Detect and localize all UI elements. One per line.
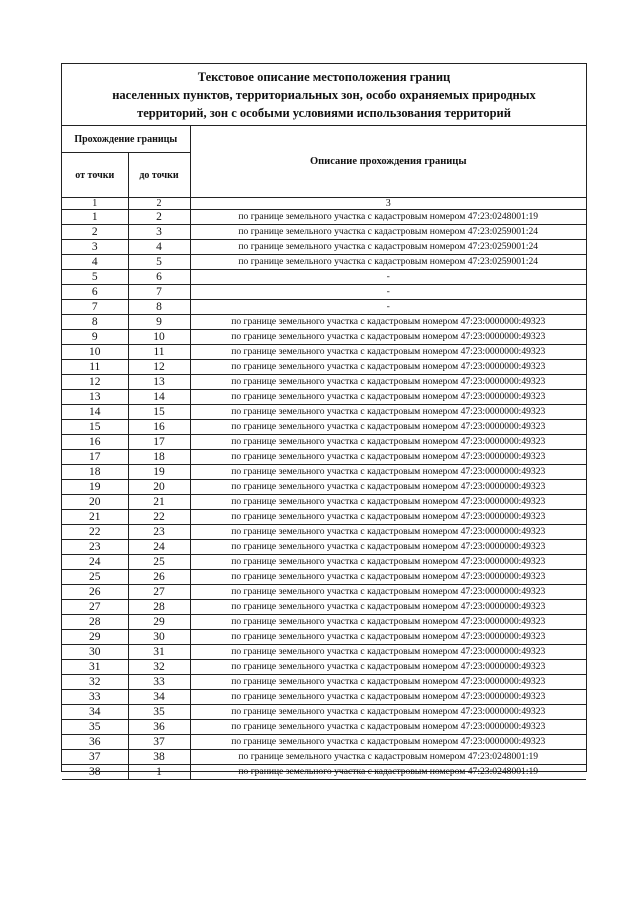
to-point-cell: 24	[128, 540, 190, 555]
from-point-cell: 31	[62, 660, 128, 675]
description-cell: по границе земельного участка с кадастровым номером 47:23:0000000:49323	[190, 450, 586, 465]
from-point-cell: 28	[62, 615, 128, 630]
description-cell: по границе земельного участка с кадастровым номером 47:23:0000000:49323	[190, 345, 586, 360]
from-point-cell: 21	[62, 510, 128, 525]
table-row	[62, 585, 586, 600]
description-cell: по границе земельного участка с кадастровым номером 47:23:0000000:49323	[190, 615, 586, 630]
table-row	[62, 465, 586, 480]
table-row	[62, 765, 586, 780]
description-cell: по границе земельного участка с кадастровым номером 47:23:0000000:49323	[190, 675, 586, 690]
to-point-cell: 27	[128, 585, 190, 600]
to-point-cell: 29	[128, 615, 190, 630]
from-point-cell: 18	[62, 465, 128, 480]
to-point-cell: 10	[128, 330, 190, 345]
table-row	[62, 525, 586, 540]
table-row	[62, 495, 586, 510]
table-row	[62, 615, 586, 630]
table-row	[62, 300, 586, 315]
to-point-cell: 25	[128, 555, 190, 570]
to-point-cell: 11	[128, 345, 190, 360]
title-line-1: Текстовое описание местоположения границ	[197, 69, 451, 84]
description-cell: по границе земельного участка с кадастровым номером 47:23:0259001:24	[190, 240, 586, 255]
to-point-cell: 8	[128, 300, 190, 315]
from-point-cell: 33	[62, 690, 128, 705]
to-point-cell: 38	[128, 750, 190, 765]
description-cell: по границе земельного участка с кадастровым номером 47:23:0000000:49323	[190, 360, 586, 375]
to-point-cell: 35	[128, 705, 190, 720]
table-row	[62, 690, 586, 705]
to-point-cell: 34	[128, 690, 190, 705]
description-cell: по границе земельного участка с кадастровым номером 47:23:0000000:49323	[190, 420, 586, 435]
to-point-cell: 15	[128, 405, 190, 420]
header-to-point: до точки	[128, 153, 190, 198]
from-point-cell: 22	[62, 525, 128, 540]
to-point-cell: 18	[128, 450, 190, 465]
table-row	[62, 630, 586, 645]
description-cell: по границе земельного участка с кадастровым номером 47:23:0259001:24	[190, 255, 586, 270]
table-row	[62, 735, 586, 750]
boundary-table	[62, 126, 586, 780]
to-point-cell: 23	[128, 525, 190, 540]
from-point-cell: 15	[62, 420, 128, 435]
description-cell: по границе земельного участка с кадастровым номером 47:23:0000000:49323	[190, 705, 586, 720]
document-title	[62, 64, 586, 126]
table-row	[62, 660, 586, 675]
to-point-cell: 9	[128, 315, 190, 330]
from-point-cell: 36	[62, 735, 128, 750]
description-cell: по границе земельного участка с кадастровым номером 47:23:0000000:49323	[190, 480, 586, 495]
description-cell: по границе земельного участка с кадастровым номером 47:23:0000000:49323	[190, 375, 586, 390]
table-row	[62, 270, 586, 285]
title-line-2: населенных пунктов, территориальных зон, особо охраняемых природных	[112, 87, 536, 102]
from-point-cell: 11	[62, 360, 128, 375]
table-body	[62, 210, 586, 780]
from-point-cell: 17	[62, 450, 128, 465]
to-point-cell: 2	[128, 210, 190, 225]
table-row	[62, 570, 586, 585]
table-row	[62, 600, 586, 615]
from-point-cell: 7	[62, 300, 128, 315]
description-cell: по границе земельного участка с кадастровым номером 47:23:0000000:49323	[190, 570, 586, 585]
table-row	[62, 540, 586, 555]
from-point-cell: 6	[62, 285, 128, 300]
column-number-row	[62, 198, 586, 210]
from-point-cell: 12	[62, 375, 128, 390]
from-point-cell: 10	[62, 345, 128, 360]
from-point-cell: 5	[62, 270, 128, 285]
table-row	[62, 555, 586, 570]
from-point-cell: 37	[62, 750, 128, 765]
table-row	[62, 240, 586, 255]
table-row	[62, 225, 586, 240]
to-point-cell: 16	[128, 420, 190, 435]
table-row	[62, 705, 586, 720]
to-point-cell: 20	[128, 480, 190, 495]
table-row	[62, 435, 586, 450]
from-point-cell: 24	[62, 555, 128, 570]
to-point-cell: 3	[128, 225, 190, 240]
to-point-cell: 4	[128, 240, 190, 255]
description-cell: по границе земельного участка с кадастровым номером 47:23:0000000:49323	[190, 585, 586, 600]
from-point-cell: 19	[62, 480, 128, 495]
from-point-cell: 34	[62, 705, 128, 720]
to-point-cell: 14	[128, 390, 190, 405]
description-cell: -	[190, 270, 586, 285]
to-point-cell: 19	[128, 465, 190, 480]
to-point-cell: 26	[128, 570, 190, 585]
table-row	[62, 405, 586, 420]
from-point-cell: 14	[62, 405, 128, 420]
from-point-cell: 29	[62, 630, 128, 645]
description-cell: по границе земельного участка с кадастровым номером 47:23:0000000:49323	[190, 735, 586, 750]
to-point-cell: 28	[128, 600, 190, 615]
description-cell: по границе земельного участка с кадастровым номером 47:23:0000000:49323	[190, 510, 586, 525]
table-row	[62, 390, 586, 405]
table-row	[62, 345, 586, 360]
to-point-cell: 5	[128, 255, 190, 270]
header-description: Описание прохождения границы	[190, 126, 586, 198]
from-point-cell: 8	[62, 315, 128, 330]
from-point-cell: 3	[62, 240, 128, 255]
description-cell: по границе земельного участка с кадастровым номером 47:23:0000000:49323	[190, 600, 586, 615]
description-cell: по границе земельного участка с кадастровым номером 47:23:0000000:49323	[190, 465, 586, 480]
title-line-3: территорий, зон с особыми условиями использования территорий	[137, 105, 511, 120]
document-frame	[61, 63, 587, 778]
description-cell: по границе земельного участка с кадастровым номером 47:23:0248001:19	[190, 765, 586, 780]
table-row	[62, 255, 586, 270]
to-point-cell: 7	[128, 285, 190, 300]
from-point-cell: 1	[62, 210, 128, 225]
description-cell: по границе земельного участка с кадастровым номером 47:23:0248001:19	[190, 750, 586, 765]
description-cell: по границе земельного участка с кадастровым номером 47:23:0259001:24	[190, 225, 586, 240]
column-number: 2	[128, 198, 190, 210]
column-number: 1	[62, 198, 128, 210]
table-row	[62, 645, 586, 660]
description-cell: по границе земельного участка с кадастровым номером 47:23:0000000:49323	[190, 525, 586, 540]
table-row	[62, 750, 586, 765]
table-row	[62, 330, 586, 345]
to-point-cell: 36	[128, 720, 190, 735]
description-cell: по границе земельного участка с кадастровым номером 47:23:0000000:49323	[190, 540, 586, 555]
header-from-point: от точки	[62, 153, 128, 198]
to-point-cell: 13	[128, 375, 190, 390]
header-boundary-passage: Прохождение границы	[62, 126, 190, 153]
description-cell: по границе земельного участка с кадастровым номером 47:23:0000000:49323	[190, 690, 586, 705]
from-point-cell: 20	[62, 495, 128, 510]
from-point-cell: 32	[62, 675, 128, 690]
to-point-cell: 21	[128, 495, 190, 510]
table-row	[62, 375, 586, 390]
description-cell: по границе земельного участка с кадастровым номером 47:23:0000000:49323	[190, 495, 586, 510]
to-point-cell: 37	[128, 735, 190, 750]
to-point-cell: 31	[128, 645, 190, 660]
description-cell: по границе земельного участка с кадастровым номером 47:23:0000000:49323	[190, 720, 586, 735]
from-point-cell: 23	[62, 540, 128, 555]
to-point-cell: 12	[128, 360, 190, 375]
from-point-cell: 16	[62, 435, 128, 450]
description-cell: по границе земельного участка с кадастровым номером 47:23:0000000:49323	[190, 315, 586, 330]
from-point-cell: 30	[62, 645, 128, 660]
from-point-cell: 27	[62, 600, 128, 615]
table-row	[62, 450, 586, 465]
description-cell: по границе земельного участка с кадастровым номером 47:23:0000000:49323	[190, 660, 586, 675]
from-point-cell: 13	[62, 390, 128, 405]
description-cell: по границе земельного участка с кадастровым номером 47:23:0000000:49323	[190, 405, 586, 420]
to-point-cell: 30	[128, 630, 190, 645]
from-point-cell: 25	[62, 570, 128, 585]
from-point-cell: 26	[62, 585, 128, 600]
description-cell: -	[190, 300, 586, 315]
description-cell: по границе земельного участка с кадастровым номером 47:23:0248001:19	[190, 210, 586, 225]
from-point-cell: 35	[62, 720, 128, 735]
table-row	[62, 420, 586, 435]
description-cell: по границе земельного участка с кадастровым номером 47:23:0000000:49323	[190, 555, 586, 570]
description-cell: по границе земельного участка с кадастровым номером 47:23:0000000:49323	[190, 390, 586, 405]
table-row	[62, 510, 586, 525]
column-number: 3	[190, 198, 586, 210]
to-point-cell: 6	[128, 270, 190, 285]
table-row	[62, 720, 586, 735]
from-point-cell: 38	[62, 765, 128, 780]
description-cell: по границе земельного участка с кадастровым номером 47:23:0000000:49323	[190, 645, 586, 660]
description-cell: по границе земельного участка с кадастровым номером 47:23:0000000:49323	[190, 330, 586, 345]
table-row	[62, 360, 586, 375]
table-row	[62, 675, 586, 690]
from-point-cell: 4	[62, 255, 128, 270]
to-point-cell: 1	[128, 765, 190, 780]
from-point-cell: 9	[62, 330, 128, 345]
to-point-cell: 17	[128, 435, 190, 450]
to-point-cell: 22	[128, 510, 190, 525]
table-row	[62, 315, 586, 330]
from-point-cell: 2	[62, 225, 128, 240]
to-point-cell: 32	[128, 660, 190, 675]
description-cell: по границе земельного участка с кадастровым номером 47:23:0000000:49323	[190, 435, 586, 450]
table-row	[62, 285, 586, 300]
description-cell: по границе земельного участка с кадастровым номером 47:23:0000000:49323	[190, 630, 586, 645]
table-row	[62, 480, 586, 495]
description-cell: -	[190, 285, 586, 300]
table-row	[62, 210, 586, 225]
to-point-cell: 33	[128, 675, 190, 690]
